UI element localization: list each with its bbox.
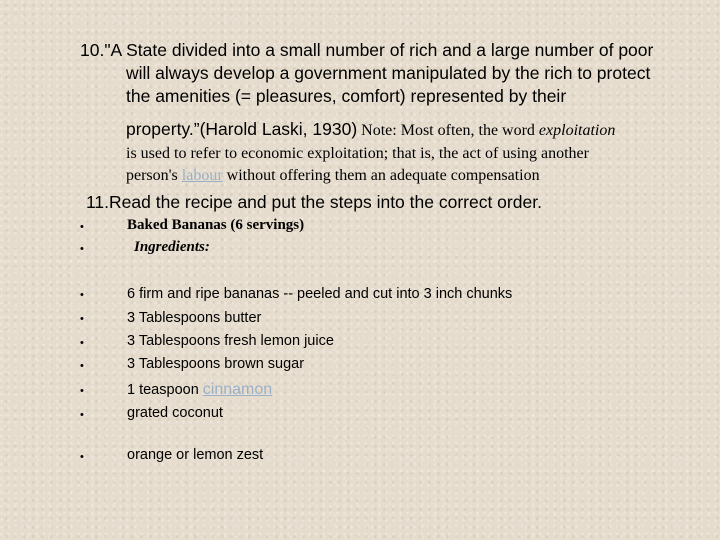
- quote-line-2: will always develop a government manipulated by the rich to protect: [126, 63, 651, 83]
- bullet: •: [80, 360, 84, 372]
- ingredient-item: orange or lemon zest: [127, 447, 264, 463]
- ingredient-item: 3 Tablespoons fresh lemon juice: [127, 333, 334, 349]
- labour-link[interactable]: labour: [181, 167, 223, 184]
- ingredients-label: Ingredients:: [134, 239, 210, 255]
- quote-line-3: the amenities (= pleasures, comfort) represented by their: [126, 86, 567, 106]
- bullet: •: [80, 409, 84, 421]
- quote-line-4: [126, 119, 615, 140]
- question-11-heading: 11.Read the recipe and put the steps into the correct order.: [86, 192, 542, 212]
- bullet: •: [80, 385, 84, 397]
- bullet: •: [80, 337, 84, 349]
- recipe-title: Baked Bananas (6 servings): [127, 217, 305, 233]
- note-italic-word: exploitation: [538, 122, 616, 139]
- ingredient-item: 3 Tablespoons brown sugar: [127, 356, 305, 372]
- quote-attribution: property.”(Harold Laski, 1930): [126, 119, 358, 139]
- ingredient-item: [127, 381, 272, 399]
- note-line-3-post: without offering them an adequate compensation: [222, 167, 540, 184]
- ingredient-item: grated coconut: [127, 405, 223, 421]
- note-line-3: [126, 167, 540, 185]
- ingredient-item: 3 Tablespoons butter: [127, 310, 262, 326]
- note-lead: [361, 122, 615, 139]
- bullet: •: [80, 313, 84, 325]
- bullet: •: [80, 289, 84, 301]
- ingredient-item-text: 1 teaspoon: [127, 382, 203, 398]
- note-lead-text: Note: Most often, the word: [361, 122, 539, 139]
- bullet: •: [80, 451, 84, 463]
- note-line-3-pre: person's: [126, 167, 182, 184]
- cinnamon-link[interactable]: cinnamon: [202, 381, 273, 398]
- quote-line-1: 10."A State divided into a small number of rich and a large number of poor: [80, 40, 654, 60]
- ingredient-item: 6 firm and ripe bananas -- peeled and cut into 3 inch chunks: [127, 286, 513, 302]
- note-line-2: is used to refer to economic exploitation; that is, the act of using another: [126, 145, 589, 162]
- bullet: •: [80, 243, 84, 255]
- bullet: •: [80, 221, 84, 233]
